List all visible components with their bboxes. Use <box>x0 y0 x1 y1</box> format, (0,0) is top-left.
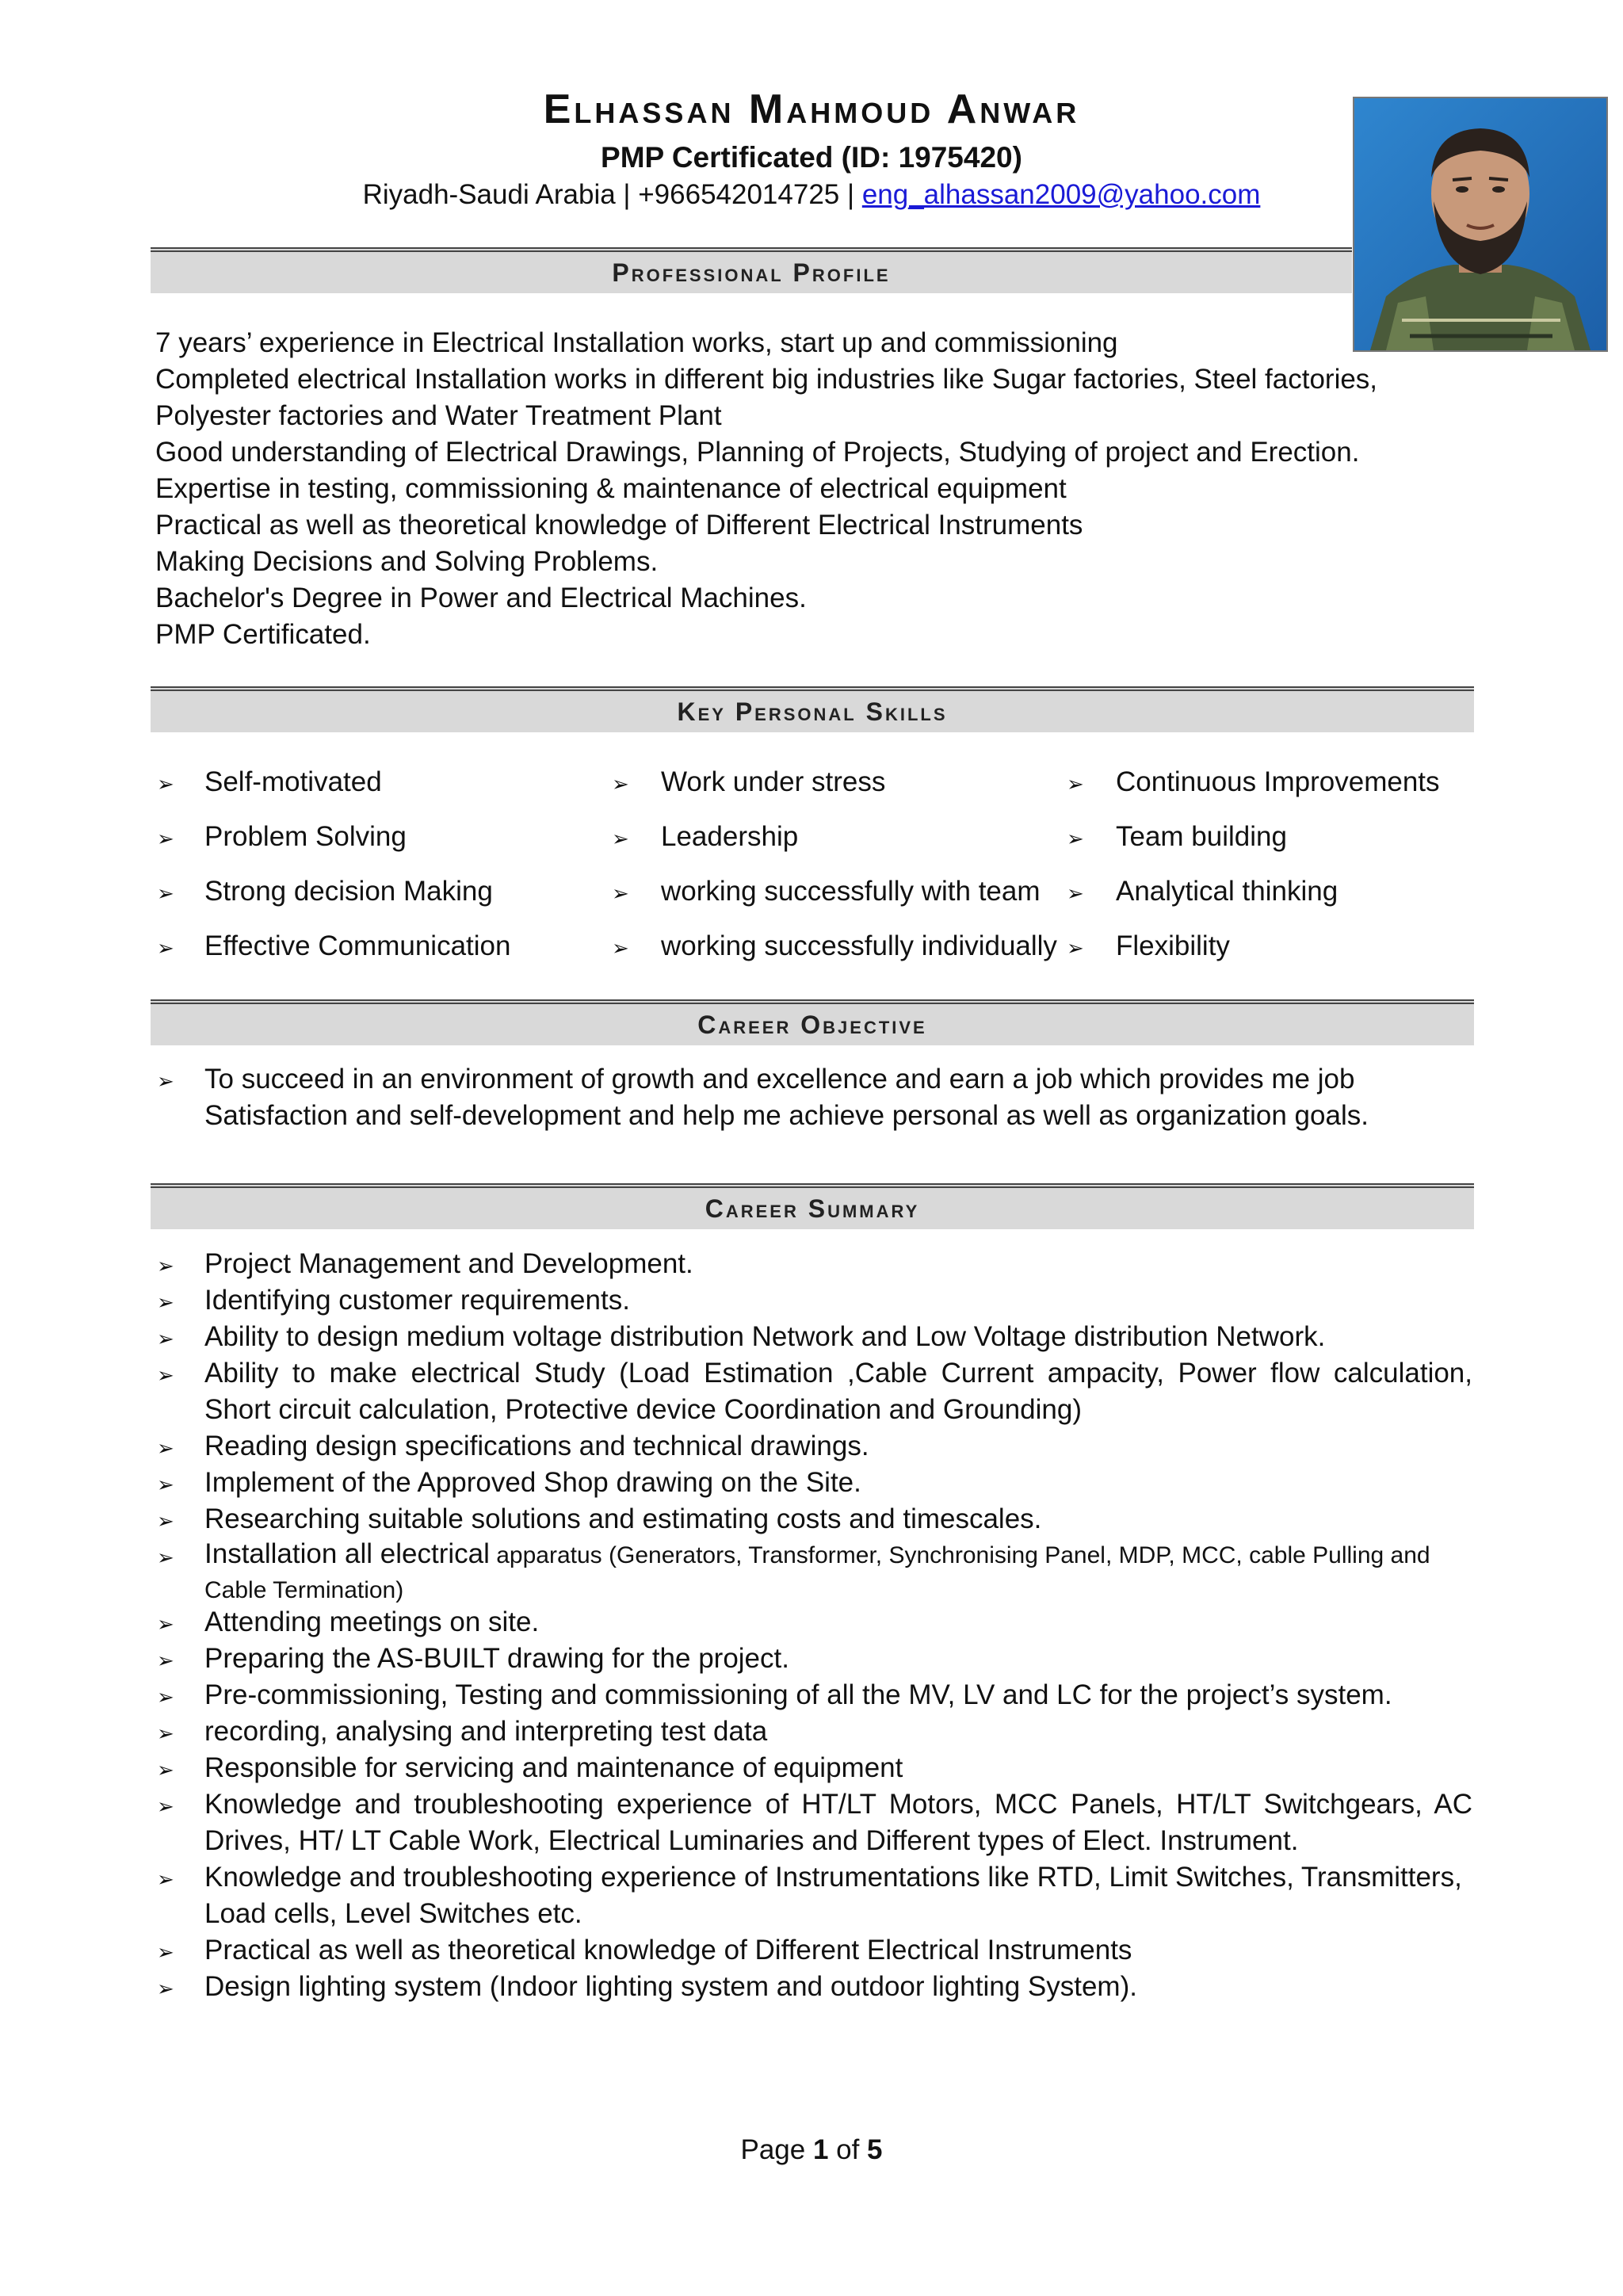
summary-item: Identifying customer requirements. <box>204 1285 630 1316</box>
summary-item: Reading design specifications and technical drawings. <box>204 1431 869 1461</box>
objective-line: To succeed in an environment of growth and excellence and earn a job which provides me job <box>204 1064 1355 1095</box>
bullet-arrow-icon: ➢ <box>157 1436 174 1460</box>
bullet-arrow-icon: ➢ <box>157 1648 174 1672</box>
profile-line: Good understanding of Electrical Drawings, Planning of Projects, Studying of project and Erection. <box>155 437 1360 468</box>
bullet-arrow-icon: ➢ <box>157 1473 174 1496</box>
summary-item: Knowledge and troubleshooting experience of HT/LT Motors, MCC Panels, HT/LT Switchgears, AC Drives, HT/ LT Cable Work, Electrical Luminaries and Different types of Elect. Instrument. <box>204 1789 1472 1856</box>
skill-item: Flexibility <box>1116 930 1230 961</box>
bullet-arrow-icon: ➢ <box>612 936 629 960</box>
page-number <box>0 2134 1623 2166</box>
summary-item: Design lighting system (Indoor lighting system and outdoor lighting System). <box>204 1971 1137 2002</box>
bullet-arrow-icon: ➢ <box>157 1794 174 1818</box>
bullet-arrow-icon: ➢ <box>1067 936 1084 960</box>
profile-line: Practical as well as theoretical knowledge of Different Electrical Instruments <box>155 510 1083 541</box>
skill-item: Self-motivated <box>204 766 382 797</box>
profile-line: Bachelor's Degree in Power and Electrical Machines. <box>155 583 807 613</box>
bullet-arrow-icon: ➢ <box>157 1612 174 1636</box>
summary-item: Practical as well as theoretical knowledge of Different Electrical Instruments <box>204 1935 1132 1966</box>
bullet-arrow-icon: ➢ <box>157 1545 174 1569</box>
bullet-arrow-icon: ➢ <box>157 1685 174 1709</box>
contact-details: Riyadh-Saudi Arabia | +966542014725 | <box>362 179 862 210</box>
bullet-arrow-icon: ➢ <box>157 1069 174 1093</box>
bullet-arrow-icon: ➢ <box>1067 827 1084 850</box>
bullet-arrow-icon: ➢ <box>157 1290 174 1314</box>
section-career-objective: Career Objective <box>151 999 1474 1045</box>
candidate-name: Elhassan Mahmoud Anwar <box>543 86 1080 132</box>
section-key-personal-skills: Key Personal Skills <box>151 686 1474 732</box>
summary-item: Attending meetings on site. <box>204 1606 540 1637</box>
summary-item: Responsible for servicing and maintenance of equipment <box>204 1752 903 1783</box>
profile-line: Completed electrical Installation works in different big industries like Sugar factories, Steel factories, <box>155 364 1378 395</box>
bullet-arrow-icon: ➢ <box>157 1758 174 1782</box>
bullet-arrow-icon: ➢ <box>157 1940 174 1964</box>
skill-item: Strong decision Making <box>204 876 493 907</box>
summary-item: Ability to make electrical Study (Load Estimation ,Cable Current ampacity, Power flow calculation, Short circuit calculation, Protective device Coordination and Grounding) <box>204 1358 1472 1425</box>
profile-line: Polyester factories and Water Treatment Plant <box>155 400 722 431</box>
email-link[interactable]: eng_alhassan2009@yahoo.com <box>861 179 1261 210</box>
skill-item: Continuous Improvements <box>1116 766 1440 797</box>
bullet-arrow-icon: ➢ <box>157 1327 174 1350</box>
summary-item <box>204 1538 1472 1607</box>
objective-text <box>204 1061 1472 1134</box>
summary-item: Implement of the Approved Shop drawing on the Site. <box>204 1467 861 1498</box>
skill-item: Team building <box>1116 821 1287 852</box>
bullet-arrow-icon: ➢ <box>612 772 629 796</box>
page-total: 5 <box>867 2134 883 2165</box>
profile-photo <box>1353 97 1608 352</box>
profile-line: 7 years’ experience in Electrical Installation works, start up and commissioning <box>155 327 1118 358</box>
summary-item: Ability to design medium voltage distribution Network and Low Voltage distribution Network. <box>204 1321 1326 1352</box>
bullet-arrow-icon: ➢ <box>612 881 629 905</box>
bullet-arrow-icon: ➢ <box>157 936 174 960</box>
section-professional-profile: Professional Profile <box>151 247 1352 293</box>
certification-line: PMP Certificated (ID: 1975420) <box>601 141 1022 174</box>
page-label: Page <box>740 2134 813 2165</box>
page-current: 1 <box>812 2134 829 2165</box>
section-career-summary: Career Summary <box>151 1183 1474 1229</box>
summary-item-text: Installation all electrical <box>204 1538 490 1569</box>
profile-line: Making Decisions and Solving Problems. <box>155 546 659 577</box>
skill-item: Problem Solving <box>204 821 407 852</box>
bullet-arrow-icon: ➢ <box>1067 881 1084 905</box>
bullet-arrow-icon: ➢ <box>157 1977 174 2000</box>
summary-item: recording, analysing and interpreting test data <box>204 1716 768 1747</box>
bullet-arrow-icon: ➢ <box>157 772 174 796</box>
summary-item: Preparing the AS-BUILT drawing for the project. <box>204 1643 789 1674</box>
skill-item: Work under stress <box>661 766 886 797</box>
skill-item: Effective Communication <box>204 930 511 961</box>
profile-line: Expertise in testing, commissioning & maintenance of electrical equipment <box>155 473 1067 504</box>
bullet-arrow-icon: ➢ <box>157 881 174 905</box>
bullet-arrow-icon: ➢ <box>1067 772 1084 796</box>
bullet-arrow-icon: ➢ <box>157 827 174 850</box>
skill-item: Leadership <box>661 821 799 852</box>
page-of-label: of <box>828 2134 868 2165</box>
summary-item-detail: apparatus (Generators, Transformer, Synchronising Panel, MDP, MCC, cable Pulling and Cable Termination) <box>204 1542 1430 1603</box>
summary-item: Knowledge and troubleshooting experience of Instrumentations like RTD, Limit Switches, Transmitters, Load cells, Level Switches etc. <box>204 1862 1462 1929</box>
profile-line: PMP Certificated. <box>155 619 371 650</box>
bullet-arrow-icon: ➢ <box>157 1363 174 1387</box>
bullet-arrow-icon: ➢ <box>157 1721 174 1745</box>
skill-item: working successfully individually <box>661 930 1057 961</box>
summary-item: Pre-commissioning, Testing and commissioning of all the MV, LV and LC for the project’s system. <box>204 1679 1392 1710</box>
skill-item: Analytical thinking <box>1116 876 1338 907</box>
bullet-arrow-icon: ➢ <box>157 1509 174 1533</box>
bullet-arrow-icon: ➢ <box>157 1254 174 1278</box>
skill-item: working successfully with team <box>661 876 1041 907</box>
bullet-arrow-icon: ➢ <box>612 827 629 850</box>
summary-item: Researching suitable solutions and estimating costs and timescales. <box>204 1503 1042 1534</box>
person-photo-icon <box>1354 98 1606 350</box>
summary-item: Project Management and Development. <box>204 1248 693 1279</box>
bullet-arrow-icon: ➢ <box>157 1867 174 1891</box>
objective-line: Satisfaction and self-development and help me achieve personal as well as organization goals. <box>204 1100 1369 1131</box>
